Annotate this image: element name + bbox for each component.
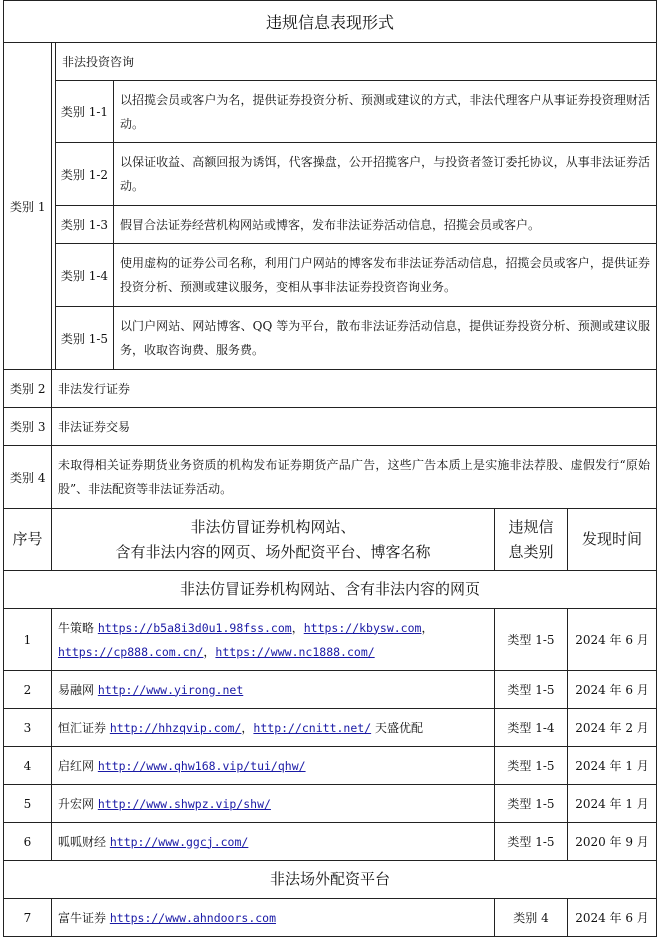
- sub5-label: 类别 1-5: [56, 307, 114, 370]
- row6-name-cell: [52, 823, 495, 861]
- row5-link1[interactable]: http://www.shwpz.vip/shw/: [97, 796, 271, 811]
- row7-no: 7: [4, 899, 52, 937]
- col-header-category-line2: 息类别: [508, 542, 554, 561]
- row3-sep1: ，: [241, 720, 254, 735]
- col-header-category: [495, 509, 568, 571]
- row5-time: 2024 年 1 月: [568, 785, 657, 823]
- col-header-name-line1: 非法仿冒证券机构网站、: [190, 517, 356, 536]
- row1-link2[interactable]: https://kbysw.com: [303, 620, 422, 635]
- row1-link3[interactable]: https://cp888.com.cn/: [58, 644, 204, 659]
- row3-link1[interactable]: http://hhzqvip.com/: [109, 720, 242, 735]
- row4-time: 2024 年 1 月: [568, 747, 657, 785]
- row1-link4[interactable]: https://www.nc1888.com/: [215, 644, 375, 659]
- row4-name-cell: [52, 747, 495, 785]
- row4-category: 类型 1-5: [495, 747, 568, 785]
- cat2-label: 类别 2: [4, 370, 52, 408]
- cat4-label: 类别 4: [4, 446, 52, 509]
- sub4-desc: 使用虚构的证券公司名称，利用门户网站的博客发布非法证券活动信息，招揽会员或客户，提供证券投资分析、预测或建议服务，变相从事非法证券投资咨询业务。: [114, 244, 657, 307]
- cat2-desc: 非法发行证券: [52, 370, 657, 408]
- section-fake-sites: 非法仿冒证券机构网站、含有非法内容的网页: [4, 571, 657, 609]
- row1-time: 2024 年 6 月: [568, 609, 657, 671]
- row1-sep2: ，: [421, 620, 434, 635]
- row1-sep3: ，: [203, 644, 216, 659]
- row3-no: 3: [4, 709, 52, 747]
- row2-name: 易融网: [58, 682, 95, 697]
- col-header-name-line2: 含有非法内容的网页、场外配资平台、博客名称: [115, 542, 431, 561]
- sub2-desc: 以保证收益、高额回报为诱饵，代客操盘，公开招揽客户，与投资者签订委托协议，从事非法证券活动。: [114, 143, 657, 206]
- row7-time: 2024 年 6 月: [568, 899, 657, 937]
- sub3-desc: 假冒合法证券经营机构网站或博客，发布非法证券活动信息，招揽会员或客户。: [114, 206, 657, 244]
- sub5-desc: 以门户网站、网站博客、QQ 等为平台，散布非法证券活动信息，提供证券投资分析、预测或建议服务，收取咨询费、服务费。: [114, 307, 657, 370]
- sub4-label: 类别 1-4: [56, 244, 114, 307]
- section-otc-platforms: 非法场外配资平台: [4, 861, 657, 899]
- row1-no: 1: [4, 609, 52, 671]
- row7-name: 富牛证券: [58, 910, 107, 925]
- row1-link1[interactable]: https://b5a8i3d0u1.98fss.com: [97, 620, 292, 635]
- row3-time: 2024 年 2 月: [568, 709, 657, 747]
- row4-name: 启红网: [58, 758, 95, 773]
- row1-name: 牛策略: [58, 620, 95, 635]
- row3-link2[interactable]: http://cnitt.net/: [253, 720, 372, 735]
- table-title: 违规信息表现形式: [4, 1, 657, 43]
- row1-sep1: ，: [291, 620, 304, 635]
- row7-name-cell: [52, 899, 495, 937]
- row6-time: 2020 年 9 月: [568, 823, 657, 861]
- row5-name: 升宏网: [58, 796, 95, 811]
- sub3-label: 类别 1-3: [56, 206, 114, 244]
- row1-name-cell: [52, 609, 495, 671]
- row6-link1[interactable]: http://www.ggcj.com/: [109, 834, 249, 849]
- sub1-desc: 以招揽会员或客户为名，提供证券投资分析、预测或建议的方式，非法代理客户从事证券投资理财活动。: [114, 81, 657, 143]
- cat1-label: 类别 1: [4, 43, 52, 370]
- violation-table: [3, 0, 657, 937]
- row1-category: 类型 1-5: [495, 609, 568, 671]
- row5-category: 类型 1-5: [495, 785, 568, 823]
- row3-category: 类型 1-4: [495, 709, 568, 747]
- row5-no: 5: [4, 785, 52, 823]
- cat3-label: 类别 3: [4, 408, 52, 446]
- row6-category: 类型 1-5: [495, 823, 568, 861]
- cat3-desc: 非法证券交易: [52, 408, 657, 446]
- sub1-label: 类别 1-1: [56, 81, 114, 143]
- row6-name: 呱呱财经: [58, 834, 107, 849]
- cat4-desc: 未取得相关证券期货业务资质的机构发布证券期货产品广告，这些广告本质上是实施非法荐股、虚假发行“原始股”、非法配资等非法证券活动。: [52, 446, 657, 509]
- row2-category: 类型 1-5: [495, 671, 568, 709]
- row4-no: 4: [4, 747, 52, 785]
- row2-link1[interactable]: http://www.yirong.net: [97, 682, 244, 697]
- row7-category: 类别 4: [495, 899, 568, 937]
- row7-link1[interactable]: https://www.ahndoors.com: [109, 910, 277, 925]
- cat1-header: 非法投资咨询: [56, 43, 657, 81]
- row2-name-cell: [52, 671, 495, 709]
- row3-name: 恒汇证券: [58, 720, 107, 735]
- col-header-time: 发现时间: [568, 509, 657, 571]
- col-header-category-line1: 违规信: [508, 517, 554, 536]
- col-header-no: 序号: [4, 509, 52, 571]
- col-header-name: [52, 509, 495, 571]
- row2-no: 2: [4, 671, 52, 709]
- row3-name-cell: [52, 709, 495, 747]
- sub2-label: 类别 1-2: [56, 143, 114, 206]
- row2-time: 2024 年 6 月: [568, 671, 657, 709]
- row3-suffix: 天盛优配: [374, 720, 423, 735]
- row4-link1[interactable]: http://www.qhw168.vip/tui/qhw/: [97, 758, 306, 773]
- row6-no: 6: [4, 823, 52, 861]
- row5-name-cell: [52, 785, 495, 823]
- violation-table-page: [3, 0, 656, 937]
